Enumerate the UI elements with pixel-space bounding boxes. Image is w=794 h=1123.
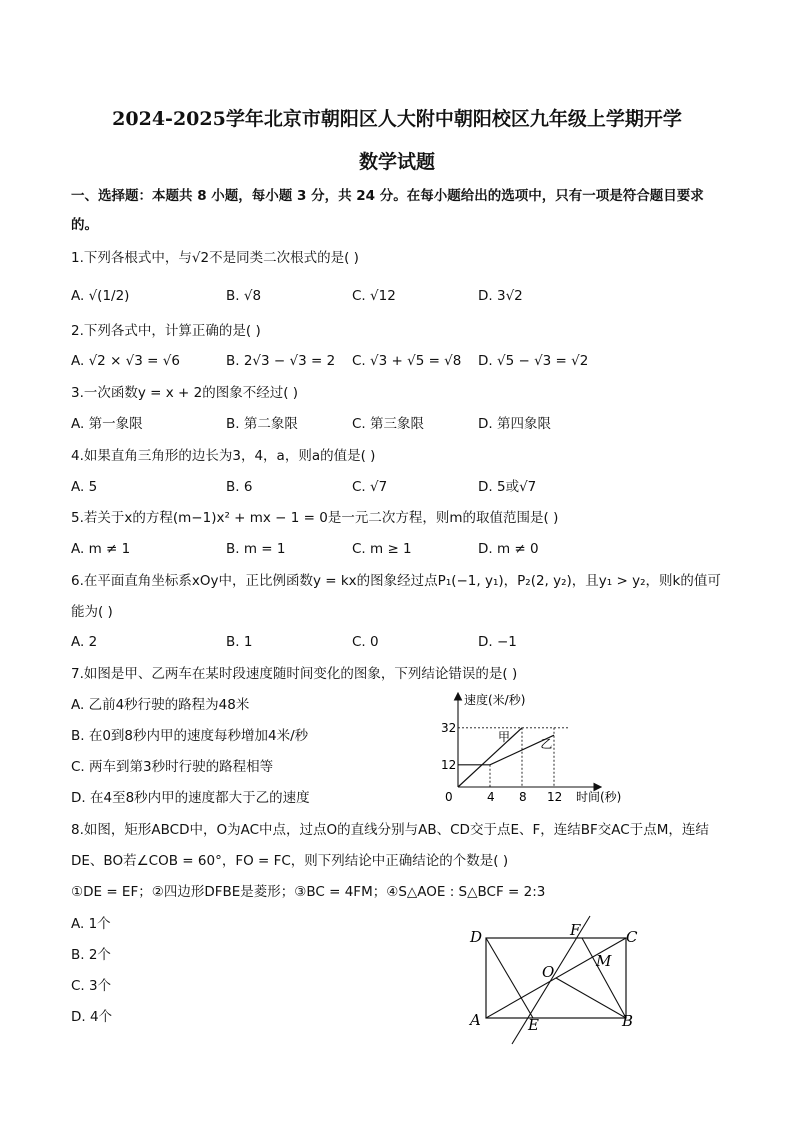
series-label-yi: 乙 [540, 737, 553, 752]
q7-option-c: C. 两车到第3秒时行驶的路程相等 [71, 759, 274, 775]
q8-option-a: A. 1个 [71, 916, 111, 932]
q5-option-b: B. m = 1 [226, 541, 286, 557]
q1-option-c: C. √12 [352, 288, 396, 304]
q7-option-d: D. 在4至8秒内甲的速度都大于乙的速度 [71, 790, 310, 806]
question-8-stem: 8.如图，矩形ABCD中，O为AC中点，过点O的直线分别与AB、CD交于点E、F，连结BF交AC于点M，连结 [71, 822, 709, 838]
speed-time-chart [436, 688, 646, 810]
q2-option-d: D. √5 − √3 = √2 [478, 353, 589, 369]
x-tick-label-2: 8 [519, 790, 527, 804]
question-7-stem: 7.如图是甲、乙两车在某时段速度随时间变化的图象，下列结论错误的是( ) [71, 666, 518, 682]
question-8-stem-cont: DE、BO若∠COB = 60°，FO = FC，则下列结论中正确结论的个数是( ) [71, 853, 509, 869]
section-heading-cont: 的。 [71, 217, 98, 233]
rectangle-figure [466, 910, 646, 1050]
segment-de [486, 938, 533, 1018]
q6-option-d: D. −1 [478, 634, 517, 650]
q8-option-d: D. 4个 [71, 1009, 113, 1025]
label-e: E [528, 1016, 539, 1034]
q8-option-c: C. 3个 [71, 978, 112, 994]
page-title: 2024-2025学年北京市朝阳区人大附中朝阳校区九年级上学期开学 [112, 108, 682, 130]
q3-option-a: A. 第一象限 [71, 416, 143, 432]
x-tick-label-3: 12 [547, 790, 563, 804]
q4-option-c: C. √7 [352, 479, 388, 495]
q6-option-c: C. 0 [352, 634, 379, 650]
q8-option-b: B. 2个 [71, 947, 111, 963]
q4-option-b: B. 6 [226, 479, 253, 495]
q4-option-a: A. 5 [71, 479, 98, 495]
question-3-stem: 3.一次函数y = x + 2的图象不经过( ) [71, 385, 299, 401]
label-o: O [542, 963, 555, 981]
q1-option-b: B. √8 [226, 288, 262, 304]
q7-option-a: A. 乙前4秒行驶的路程为48米 [71, 697, 250, 713]
q2-option-c: C. √3 + √5 = √8 [352, 353, 462, 369]
q5-option-a: A. m ≠ 1 [71, 541, 131, 557]
label-m: M [596, 952, 612, 970]
q3-option-c: C. 第三象限 [352, 416, 425, 432]
q2-option-a: A. √2 × √3 = √6 [71, 353, 180, 369]
y-axis-label: 速度(米/秒) [464, 693, 526, 707]
q3-option-b: B. 第二象限 [226, 416, 298, 432]
y-tick-label-0: 12 [441, 757, 457, 772]
q3-option-d: D. 第四象限 [478, 416, 551, 432]
question-6-stem: 6.在平面直角坐标系xOy中，正比例函数y = kx的图象经过点P₁(−1, y₁)，P₂(2, y₂)，且y₁ > y₂，则k的值可 [71, 573, 721, 589]
label-f: F [570, 921, 581, 939]
question-1-stem: 1.下列各根式中，与√2不是同类二次根式的是( ) [71, 250, 359, 266]
q1-option-d: D. 3√2 [478, 288, 523, 304]
label-b: B [622, 1012, 634, 1030]
question-2-stem: 2.下列各式中，计算正确的是( ) [71, 323, 261, 339]
q7-option-b: B. 在0到8秒内甲的速度每秒增加4米/秒 [71, 728, 309, 744]
question-5-stem: 5.若关于x的方程(m−1)x² + mx − 1 = 0是一元二次方程，则m的取值范围是( ) [71, 510, 559, 526]
q1-option-a: A. √(1/2) [71, 288, 130, 304]
q2-option-b: B. 2√3 − √3 = 2 [226, 353, 336, 369]
series-label-jia: 甲 [498, 729, 511, 744]
section-heading: 一、选择题：本题共 8 小题，每小题 3 分，共 24 分。在每小题给出的选项中，只有一项是符合题目要求 [71, 188, 704, 204]
q6-option-b: B. 1 [226, 634, 253, 650]
q5-option-d: D. m ≠ 0 [478, 541, 539, 557]
q4-option-d: D. 5或√7 [478, 479, 537, 495]
question-8-statements: ①DE = EF；②四边形DFBE是菱形；③BC = 4FM；④S△AOE : S△BCF = 2:3 [71, 884, 546, 900]
label-a: A [470, 1011, 481, 1029]
page-subtitle: 数学试题 [358, 151, 435, 173]
q5-option-c: C. m ≥ 1 [352, 541, 412, 557]
q6-option-a: A. 2 [71, 634, 98, 650]
question-4-stem: 4.如果直角三角形的边长为3，4，a，则a的值是( ) [71, 448, 376, 464]
label-c: C [626, 928, 638, 946]
label-d: D [470, 928, 483, 946]
y-tick-label-1: 32 [441, 720, 457, 735]
question-6-stem-cont: 能为( ) [71, 604, 113, 620]
x-tick-label-1: 4 [487, 790, 495, 804]
x-tick-label-0: 0 [445, 790, 453, 804]
x-axis-label: 时间(秒) [576, 790, 622, 804]
